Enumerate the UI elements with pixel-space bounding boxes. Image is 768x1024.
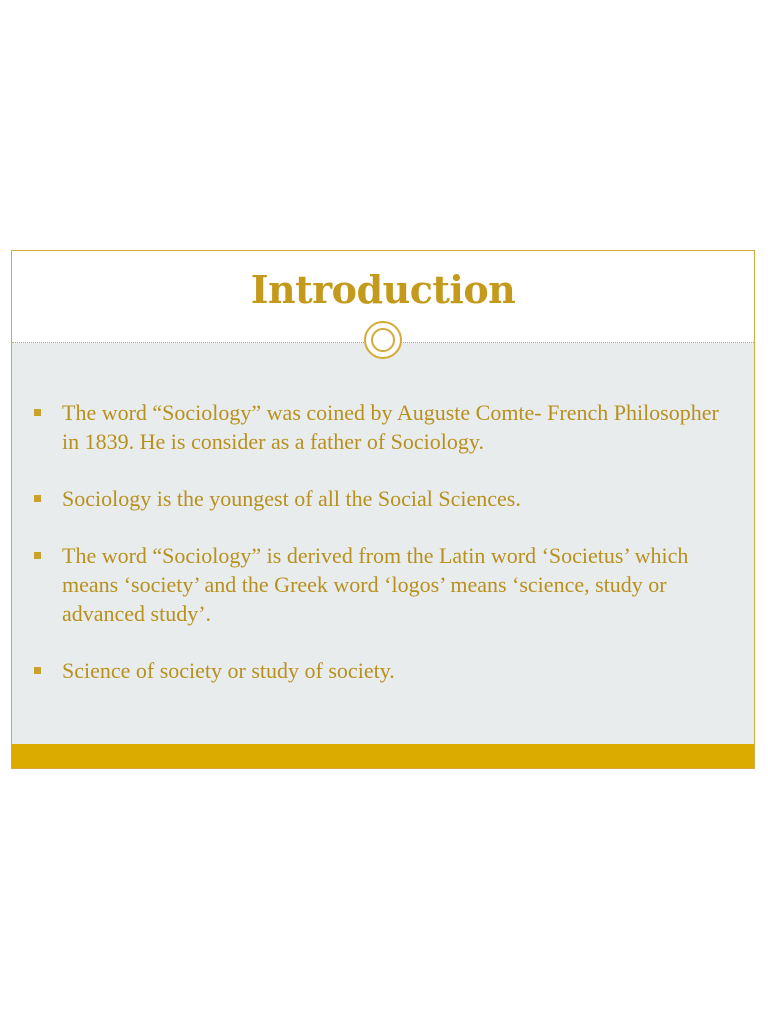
bullet-text: Sociology is the youngest of all the Social Sciences. xyxy=(62,486,521,511)
square-bullet-icon xyxy=(34,409,41,416)
list-item xyxy=(34,398,734,456)
square-bullet-icon xyxy=(34,552,41,559)
bullet-text: The word “Sociology” is derived from the Latin word ‘Societus’ which means ‘society’ and the Greek word ‘logos’ means ‘science, study or advanced study’. xyxy=(62,543,689,626)
slide xyxy=(11,250,755,769)
bullet-list xyxy=(34,398,734,713)
slide-title: Introduction xyxy=(250,267,516,312)
list-item xyxy=(34,484,734,513)
bullet-text: The word “Sociology” was coined by Auguste Comte- French Philosopher in 1839. He is consider as a father of Sociology. xyxy=(62,400,719,454)
content-area xyxy=(12,343,754,746)
list-item xyxy=(34,656,734,685)
square-bullet-icon xyxy=(34,667,41,674)
inner-ring xyxy=(371,328,395,352)
bullet-text: Science of society or study of society. xyxy=(62,658,395,683)
list-item xyxy=(34,541,734,628)
circle-ornament-icon xyxy=(364,321,402,359)
footer-bar xyxy=(12,744,754,768)
square-bullet-icon xyxy=(34,495,41,502)
